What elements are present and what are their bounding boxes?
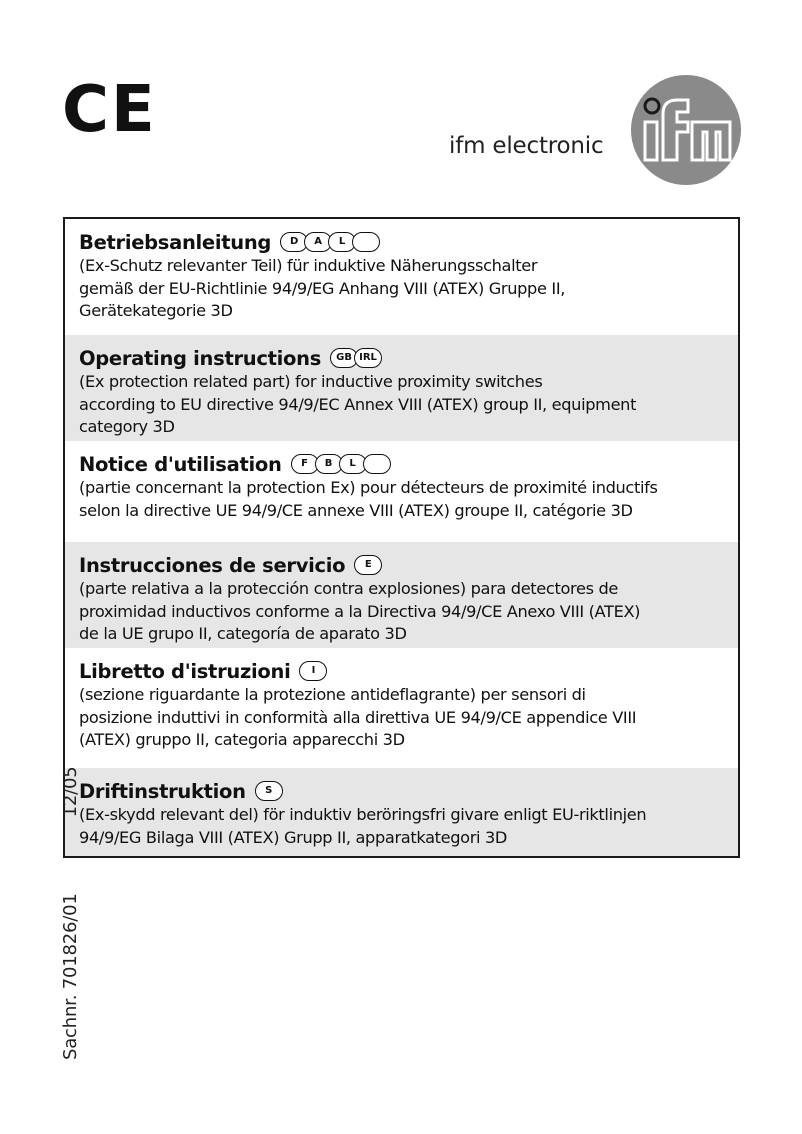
- section-de: [65, 219, 738, 335]
- section-sv: [65, 768, 738, 856]
- country-code-badge: B: [315, 454, 343, 474]
- country-code-badge: IRL: [354, 348, 382, 368]
- section-text: (Ex-skydd relevant del) för induktiv beröringsfri givare enligt EU-riktlinjen 94/9/EG Bilaga VIII (ATEX) Grupp II, apparatkategori 3D: [79, 805, 647, 847]
- article-number: Sachnr. 701826/01: [60, 893, 81, 1060]
- ce-mark: CE: [62, 73, 157, 147]
- edition-date: 12/05: [60, 766, 81, 818]
- country-code-badge: S: [255, 781, 283, 801]
- country-codes: [330, 348, 382, 368]
- ifm-logo: [630, 74, 742, 186]
- logo-letters: ifm: [686, 184, 688, 185]
- country-code-badge: L: [328, 232, 356, 252]
- section-fr: [65, 441, 738, 542]
- section-es: [65, 542, 738, 648]
- section-title: Betriebsanleitung: [79, 230, 272, 254]
- country-code-badge: A: [304, 232, 332, 252]
- section-text: (sezione riguardante la protezione antideflagrante) per sensori di posizione induttivi in conformità alla direttiva UE 94/9/CE appendice VIII (ATEX) gruppo II, categoria apparecchi 3D: [79, 685, 637, 749]
- section-text: (Ex-Schutz relevanter Teil) für induktive Näherungsschalter gemäß der EU-Richtlinie 94/9/EG Anhang VIII (ATEX) Gruppe II, Gerätekategorie 3D: [79, 256, 566, 320]
- section-text: (parte relativa a la protección contra explosiones) para detectores de proximidad inductivos conforme a la Directiva 94/9/CE Anexo VIII (ATEX) de la UE grupo II, categoría de aparato 3D: [79, 579, 641, 643]
- section-title: Operating instructions: [79, 346, 322, 370]
- section-title: Libretto d'istruzioni: [79, 659, 291, 683]
- section-title: Driftinstruktion: [79, 779, 246, 803]
- country-code-badge: F: [291, 454, 319, 474]
- country-codes: [255, 781, 283, 801]
- country-code-badge: E: [354, 555, 382, 575]
- instructions-box: [63, 217, 740, 858]
- section-text: (partie concernant la protection Ex) pour détecteurs de proximité inductifs selon la directive UE 94/9/CE annexe VIII (ATEX) groupe II, catégorie 3D: [79, 478, 658, 520]
- country-code-badge: I: [299, 661, 327, 681]
- country-code-badge: L: [339, 454, 367, 474]
- country-codes: [291, 454, 391, 474]
- country-code-badge: [352, 232, 380, 252]
- section-title: Instrucciones de servicio: [79, 553, 346, 577]
- country-code-badge: D: [280, 232, 308, 252]
- brand-name: ifm electronic: [449, 133, 604, 159]
- country-codes: [299, 661, 327, 681]
- section-en: [65, 335, 738, 441]
- section-it: [65, 648, 738, 768]
- side-text: [60, 766, 81, 1060]
- country-codes: [280, 232, 380, 252]
- section-title: Notice d'utilisation: [79, 452, 282, 476]
- country-codes: [354, 555, 382, 575]
- country-code-badge: GB: [330, 348, 358, 368]
- country-code-badge: [363, 454, 391, 474]
- section-text: (Ex protection related part) for inductive proximity switches according to EU directive 94/9/EC Annex VIII (ATEX) group II, equipment category 3D: [79, 372, 637, 436]
